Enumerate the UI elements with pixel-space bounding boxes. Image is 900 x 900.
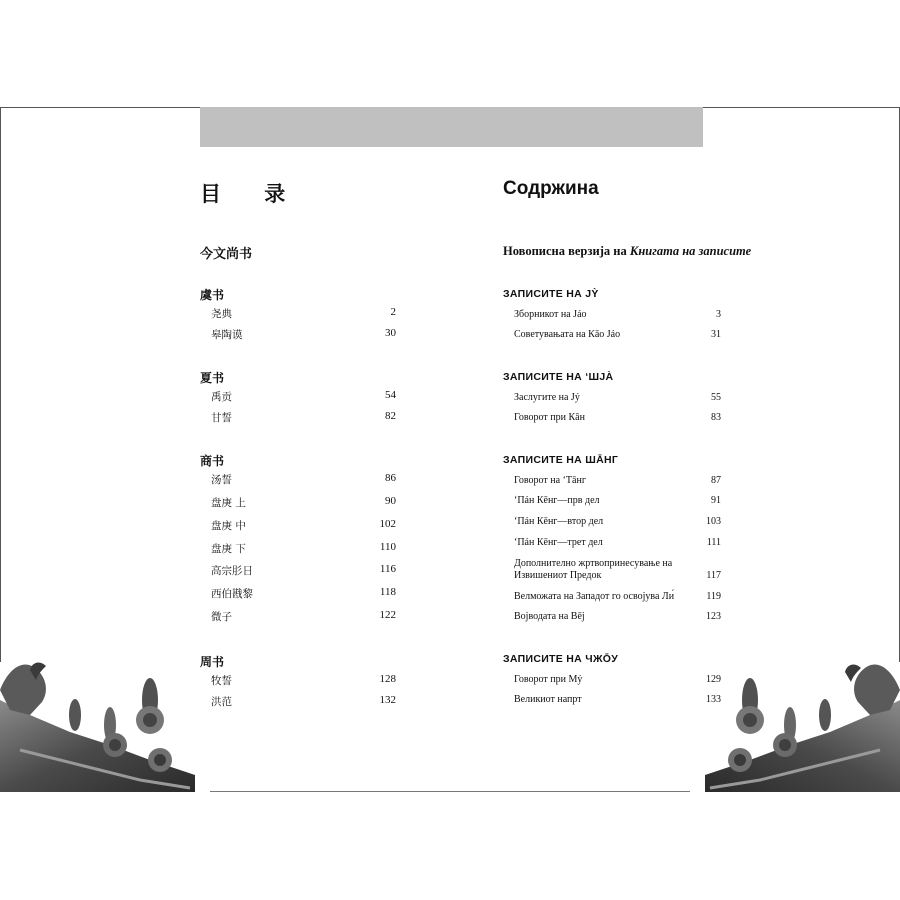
toc-entry-page: 91 (711, 495, 721, 506)
frame-line-bottom (210, 791, 690, 792)
toc-entry-page: 82 (385, 410, 396, 422)
toc-entry-page: 102 (379, 518, 396, 530)
toc-subtitle-chinese: 今文尚书 (200, 247, 253, 262)
section-heading: ЗАПИСИТЕ НА ЧЖŌУ (503, 653, 619, 665)
toc-entry-title: Советувањата на Кāо Јáо (514, 329, 621, 340)
toc-entry-page: 117 (706, 570, 721, 581)
section-heading: 周书 (200, 655, 225, 669)
toc-entry-title: 盘庚 上 (211, 497, 246, 509)
toc-entry-title: ‘Пáн Кēнг—втор дел (514, 516, 604, 527)
toc-entry-title: 洪范 (211, 696, 232, 708)
toc-entry-title: 汤誓 (211, 474, 232, 486)
toc-entry-page: 31 (711, 329, 721, 340)
toc-entry-page: 83 (711, 412, 721, 423)
section-heading: ЗАПИСИТЕ НА ЈỲ (503, 288, 599, 300)
toc-entry-title: Војводата на Вēј (514, 611, 585, 622)
toc-entry-title: 尧典 (211, 308, 232, 320)
toc-entry-title: Говорот при Кāн (514, 412, 585, 423)
toc-entry-title: Зборникот на Јáо (514, 309, 587, 320)
toc-entry-title: Говорот при Мỷ (514, 674, 583, 685)
header-band (200, 107, 703, 147)
toc-entry-title: Велможата на Западот го освојува Ли́ (514, 591, 675, 602)
frame-line-top-left (0, 107, 200, 108)
frame-line-top-right (703, 107, 900, 108)
toc-entry-page: 55 (711, 392, 721, 403)
section-heading: ЗАПИСИТЕ НА ‘ШЈÀ (503, 371, 614, 383)
toc-entry-page: 132 (379, 694, 396, 706)
subtitle-italic: Книгата на записите (629, 244, 752, 258)
toc-entry-page: 110 (379, 541, 396, 553)
toc-entry-page: 111 (706, 537, 721, 548)
toc-subtitle-macedonian (503, 244, 751, 259)
toc-entry-page: 133 (706, 694, 721, 705)
toc-entry-title: Говорот на ‘Тāнг (514, 475, 586, 486)
toc-entry-page: 116 (379, 563, 396, 575)
section-heading: 虞书 (200, 288, 225, 302)
toc-entry-page: 118 (379, 586, 396, 598)
section-heading: 夏书 (200, 371, 225, 385)
section-heading: ЗАПИСИТЕ НА ШĀНГ (503, 454, 619, 466)
subtitle-plain: Новописна верзија на (503, 244, 630, 258)
toc-entry-page: 122 (379, 609, 396, 621)
toc-entry-title: 高宗肜日 (211, 565, 253, 577)
toc-title-macedonian: Содржина (503, 178, 599, 199)
toc-entry-page: 86 (385, 472, 396, 484)
toc-entry-title: ‘Пáн Кēнг—трет дел (514, 537, 603, 548)
toc-entry-title: 禹贡 (211, 391, 232, 403)
toc-entry-title: 盘庚 下 (211, 543, 246, 555)
roof-ornament-left-image (0, 660, 195, 792)
frame-line-left (0, 107, 1, 662)
toc-entry-page: 129 (706, 674, 721, 685)
roof-ornament-right-image (705, 660, 900, 792)
toc-entry-title: 微子 (211, 611, 232, 623)
toc-entry-page: 3 (716, 309, 721, 320)
toc-entry-page: 103 (706, 516, 721, 527)
toc-entry-page: 128 (379, 673, 396, 685)
toc-entry-page: 2 (390, 306, 396, 318)
toc-entry-page: 119 (706, 591, 721, 602)
toc-title-chinese: 目 录 (200, 182, 304, 206)
toc-entry-title: ‘Пáн Кēнг—прв дел (514, 495, 600, 506)
toc-entry-title: 西伯戡黎 (211, 588, 253, 600)
toc-entry-title: Дополнително жртвопринесување на Извишениот Предок (514, 558, 673, 581)
toc-entry-page: 30 (385, 327, 396, 339)
toc-entry-page: 54 (385, 389, 396, 401)
toc-entry-title: 甘誓 (211, 412, 232, 424)
toc-entry-title: Великиот напрт (514, 694, 582, 705)
toc-entry-page: 123 (706, 611, 721, 622)
section-heading: 商书 (200, 454, 225, 468)
toc-entry-page: 87 (711, 475, 721, 486)
toc-entry-title: 盘庚 中 (211, 520, 246, 532)
toc-entry-title: Заслугите на Јỷ (514, 392, 580, 403)
toc-entry-page: 90 (385, 495, 396, 507)
toc-entry-title: 牧誓 (211, 675, 232, 687)
toc-entry-title: 皋陶谟 (211, 329, 243, 341)
